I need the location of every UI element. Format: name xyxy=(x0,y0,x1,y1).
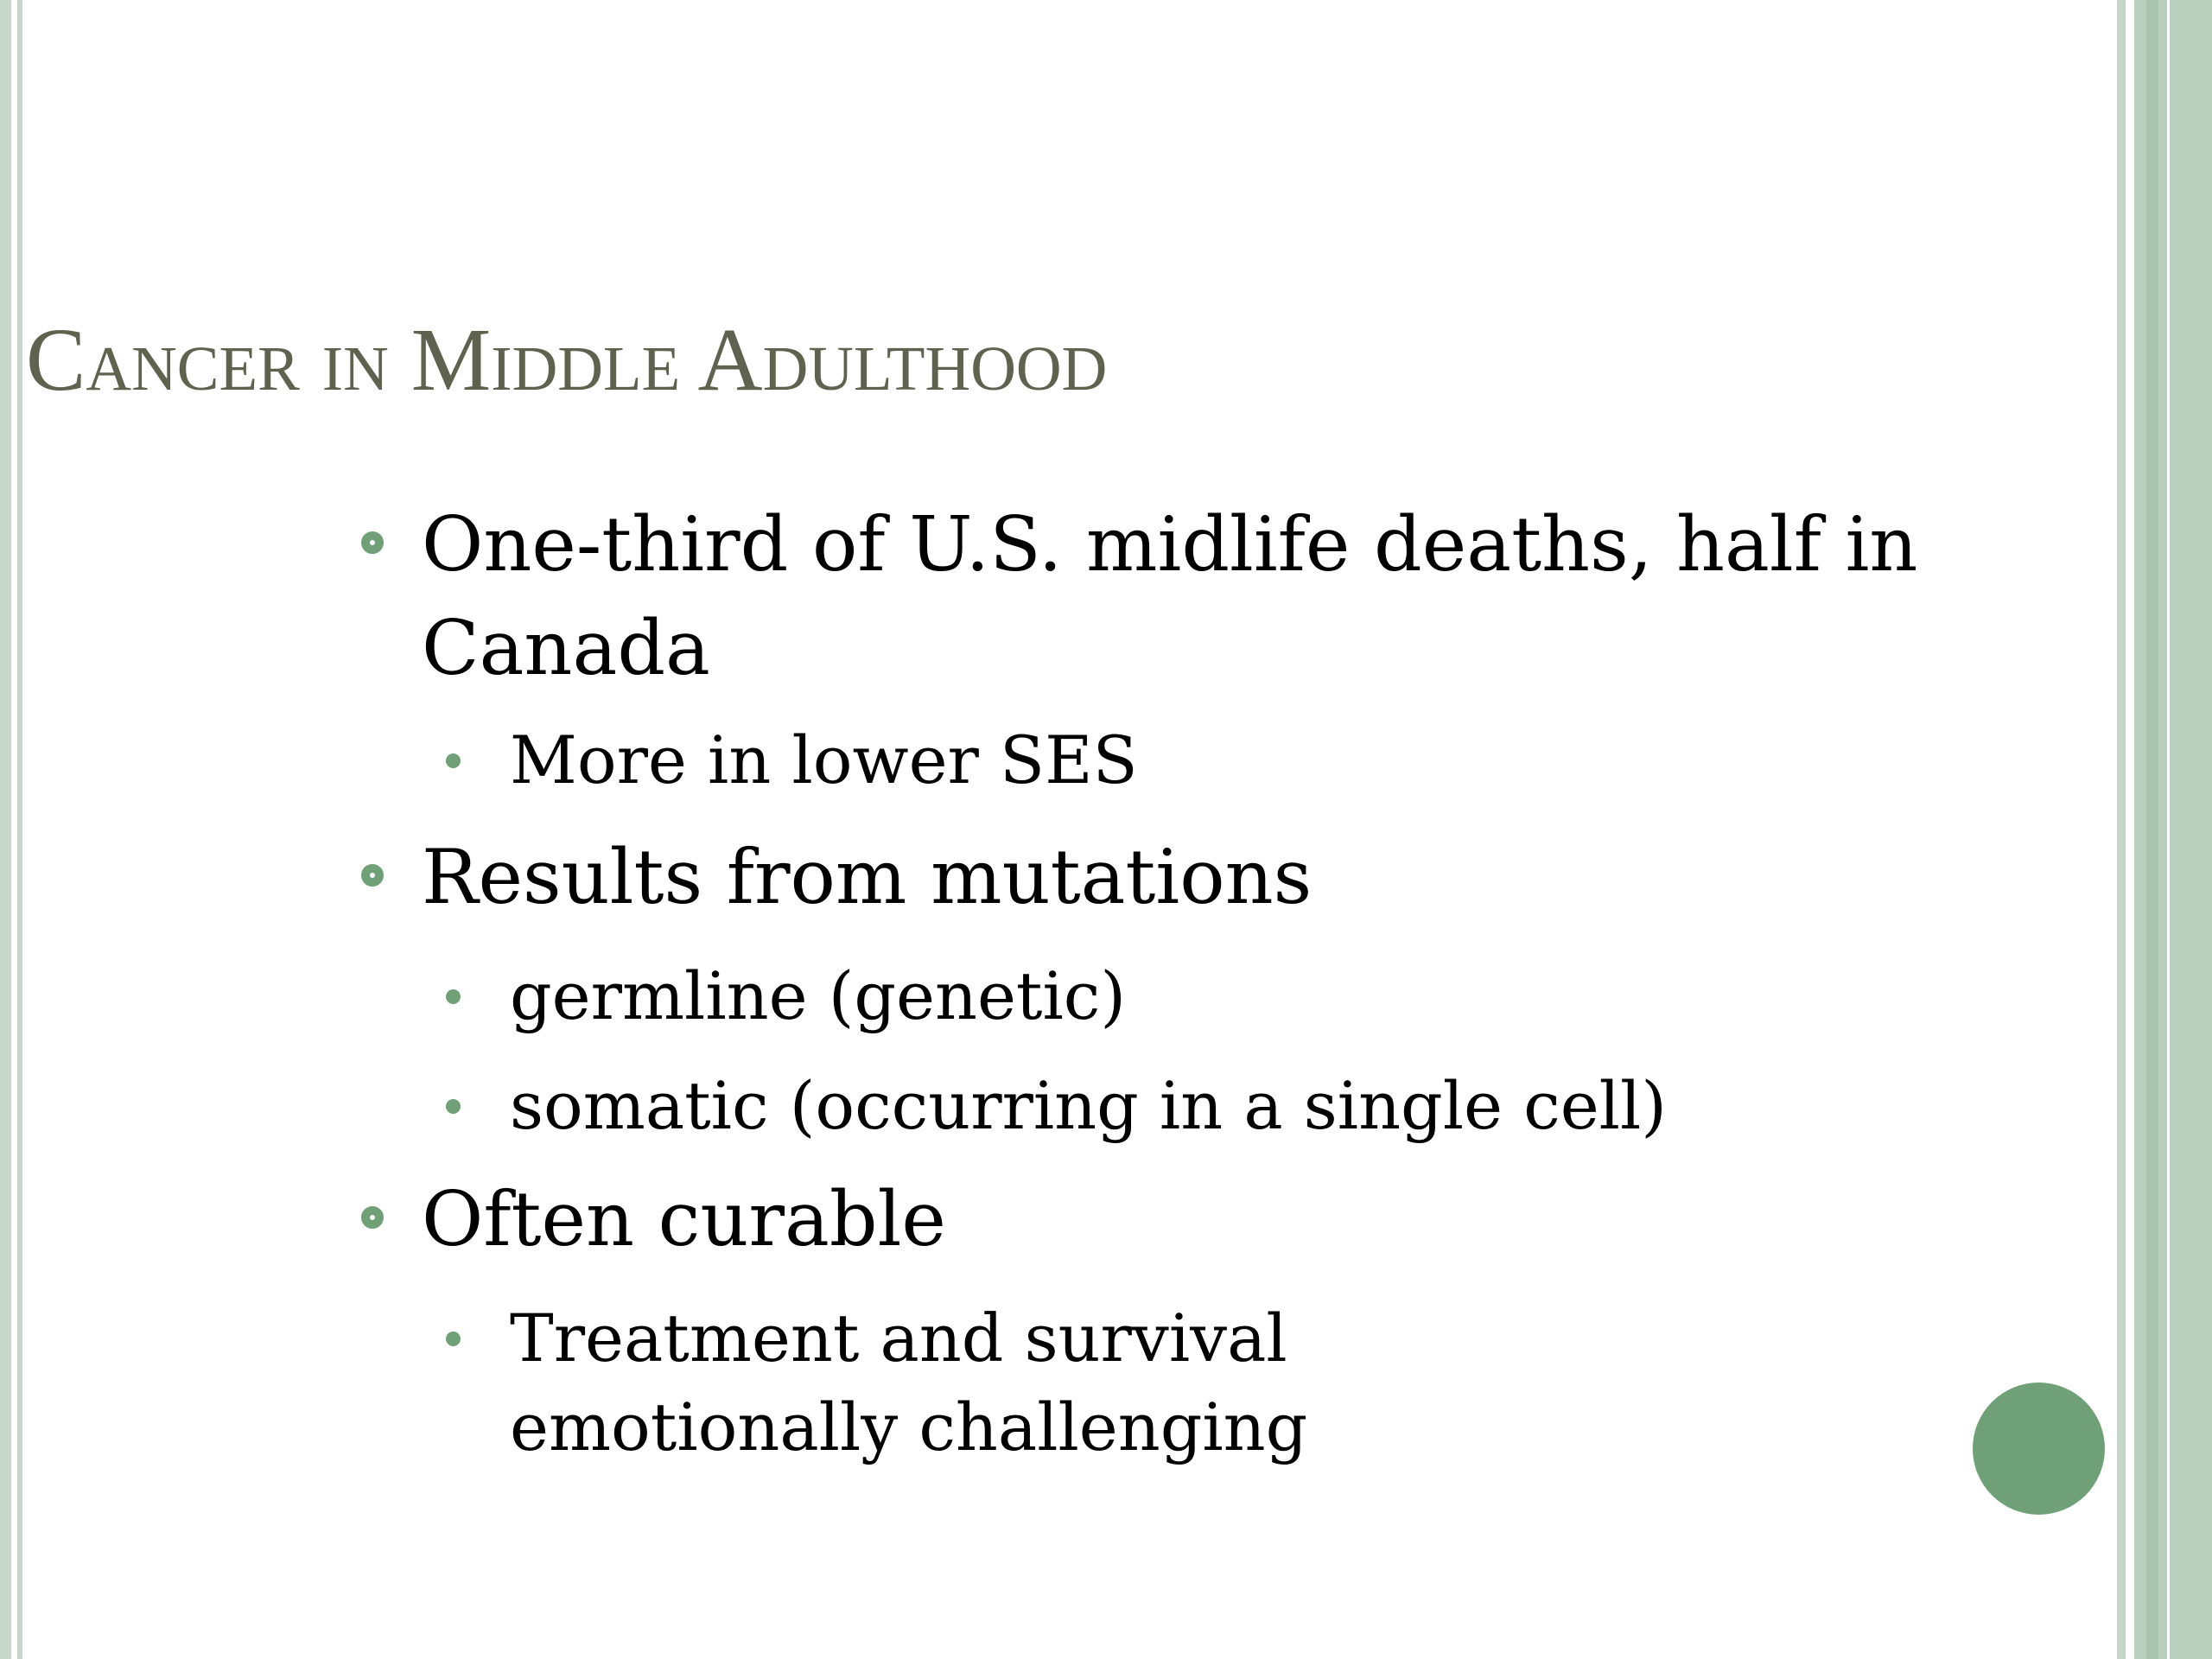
ring-bullet-icon xyxy=(361,864,384,887)
sub-bullet-text: somatic (occurring in a single cell) xyxy=(510,1067,1667,1144)
left-border-line-inner xyxy=(17,0,22,1659)
sub-bullet-item xyxy=(354,715,2039,804)
sub-bullet-text: germline (genetic) xyxy=(510,957,1126,1034)
ring-bullet-icon xyxy=(361,1206,384,1229)
sub-bullet-item xyxy=(354,1294,1374,1471)
sub-bullet-text: Treatment and survival emotionally challenging xyxy=(510,1300,1308,1465)
green-circle-icon xyxy=(1973,1382,2105,1515)
bullet-text: Often curable xyxy=(422,1175,946,1263)
bullet-text: One-third of U.S. midlife deaths, half in Canada xyxy=(422,500,1918,692)
right-border-gap xyxy=(2167,0,2170,1659)
dot-bullet-icon xyxy=(446,989,461,1004)
bullet-text: Results from mutations xyxy=(422,833,1313,921)
sub-bullet-item xyxy=(354,1061,2039,1150)
sub-bullet-item xyxy=(354,951,2039,1040)
left-border-line-outer xyxy=(0,0,11,1659)
slide-body xyxy=(354,493,2039,1471)
right-border-line-thin xyxy=(2117,0,2126,1659)
bullet-item xyxy=(354,825,2039,929)
ring-bullet-icon xyxy=(361,531,384,554)
dot-bullet-icon xyxy=(446,753,461,768)
dot-bullet-icon xyxy=(446,1332,461,1346)
right-border-line-dark xyxy=(2146,0,2158,1659)
bullet-item xyxy=(354,493,2039,700)
dot-bullet-icon xyxy=(446,1099,461,1114)
slide-title: Cancer in Middle Adulthood xyxy=(26,310,1108,410)
sub-bullet-text: More in lower SES xyxy=(510,721,1138,798)
bullet-item xyxy=(354,1167,2039,1271)
